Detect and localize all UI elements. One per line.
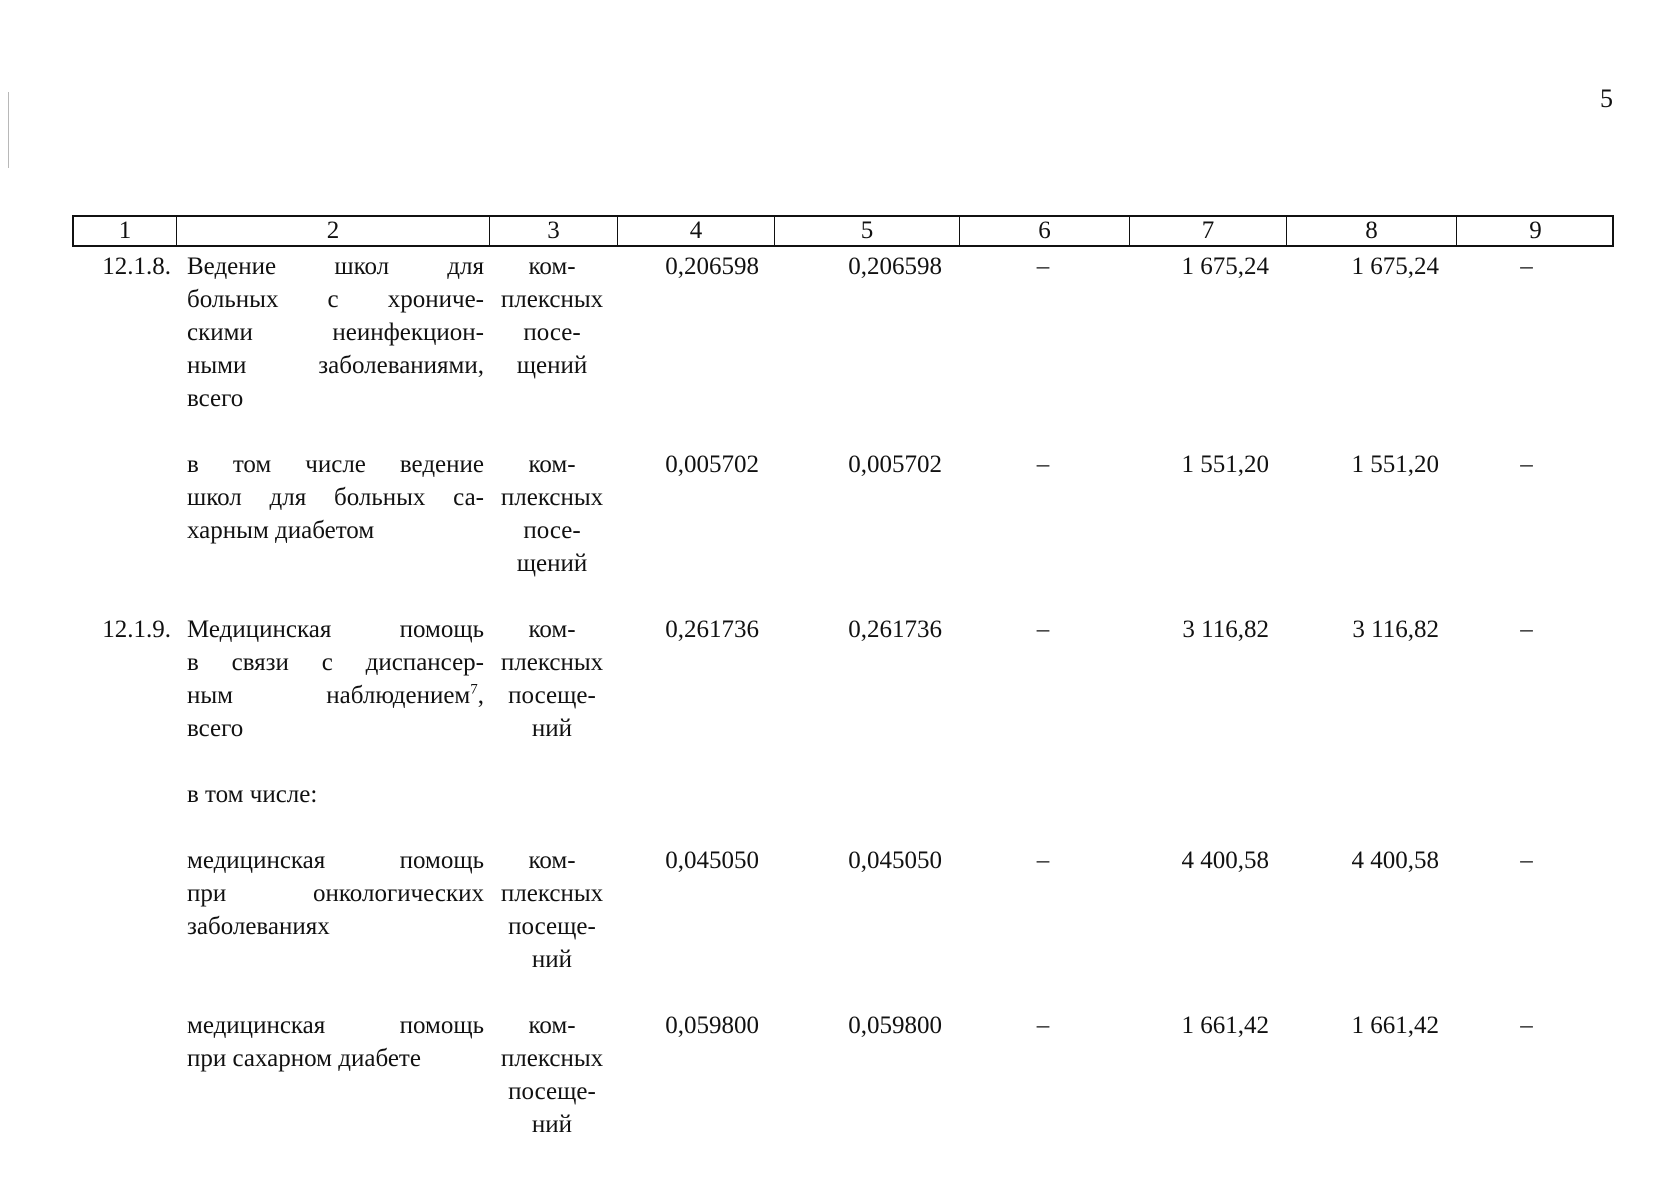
row-name-line: скими неинфекцион- (187, 319, 484, 346)
cell-col5: 0,045050 (848, 847, 942, 874)
row-unit-line: ний (531, 1111, 573, 1138)
cell-col5: 0,059800 (848, 1012, 942, 1039)
row-name-line: всего (187, 385, 244, 412)
table-body (72, 250, 1614, 1174)
row-name-line: заболеваниях (187, 913, 330, 940)
header-cell-3: 3 (490, 217, 618, 245)
row-unit-line: плексных (500, 1045, 604, 1072)
row-unit-line: щений (516, 352, 588, 379)
row-unit-line: плексных (500, 484, 604, 511)
row-number (72, 844, 175, 1009)
cell-col7: 4 400,58 (1181, 847, 1269, 874)
cell-col9: – (1520, 616, 1533, 643)
header-cell-9: 9 (1529, 217, 1542, 244)
cell-col6: – (1036, 847, 1050, 874)
row-name (175, 448, 488, 613)
cell-col9 (1455, 778, 1612, 844)
row-unit-line: плексных (500, 880, 604, 907)
cell-col6: – (1036, 451, 1050, 478)
row-number: 12.1.8. (102, 253, 171, 280)
footnote-suffix: , (477, 682, 484, 709)
page-number: 5 (1600, 84, 1613, 113)
row-unit-line: ком- (528, 451, 576, 478)
margin-mark (8, 92, 9, 168)
cell-col5: 0,206598 (848, 253, 942, 280)
cell-col4 (616, 778, 773, 844)
cell-col7: 3 116,82 (1182, 616, 1269, 643)
cell-col4: 0,005702 (665, 451, 759, 478)
row-name (175, 1009, 488, 1174)
row-number (72, 448, 175, 613)
row-unit-line: щений (516, 550, 588, 577)
row-name-line: Медицинская помощь (187, 616, 484, 643)
cell-col4: 0,045050 (665, 847, 759, 874)
row-unit-line: посеще- (508, 913, 596, 940)
header-cell-6: 6 (960, 217, 1130, 245)
row-number: 12.1.9. (102, 616, 171, 643)
row-name-line (187, 679, 484, 712)
row-name-line: медицинская помощь (187, 1012, 484, 1039)
cell-col7: 1 551,20 (1181, 451, 1269, 478)
header-cell-2: 2 (177, 217, 490, 245)
cell-col9: – (1520, 847, 1533, 874)
row-name-text: ным наблюдением (187, 682, 471, 709)
row-name-line: ными заболеваниями, (187, 352, 484, 379)
cell-col6 (958, 778, 1128, 844)
row-unit-line: посе- (523, 319, 581, 346)
row-unit (488, 250, 616, 448)
row-unit-line: плексных (500, 286, 604, 313)
row-name-line: всего (187, 715, 244, 742)
header-cell-5: 5 (775, 217, 960, 245)
header-cell-8: 8 (1287, 217, 1457, 245)
cell-col6: – (1036, 1012, 1050, 1039)
header-cell-1: 1 (74, 217, 177, 245)
row-unit-line: ний (531, 715, 573, 742)
row-unit-line: ком- (528, 1012, 576, 1039)
cell-col4: 0,059800 (665, 1012, 759, 1039)
cell-col7: 1 675,24 (1181, 253, 1269, 280)
row-unit-line: ком- (528, 253, 576, 280)
row-name-line: Ведение школ для (187, 253, 484, 280)
table-header (72, 215, 1614, 247)
row-name-line: при сахарном диабете (187, 1045, 421, 1072)
row-unit (488, 1009, 616, 1174)
cell-col8 (1285, 778, 1455, 844)
row-name-line: в том числе: (187, 781, 318, 808)
row-number (72, 778, 175, 844)
header-cell-7: 7 (1130, 217, 1287, 245)
cell-col4: 0,206598 (665, 253, 759, 280)
row-name-line: в связи с диспансер- (187, 649, 484, 676)
row-name (175, 844, 488, 1009)
cell-col6: – (1036, 253, 1050, 280)
cell-col9: – (1520, 451, 1533, 478)
cell-col8: 1 661,42 (1351, 1012, 1439, 1039)
cell-col5: 0,261736 (848, 616, 942, 643)
row-unit-line: ком- (528, 616, 576, 643)
row-number (72, 1009, 175, 1174)
cell-col8: 3 116,82 (1352, 616, 1439, 643)
row-unit (488, 613, 616, 778)
cell-col8: 1 551,20 (1351, 451, 1439, 478)
row-name-line: харным диабетом (187, 517, 375, 544)
cell-col8: 4 400,58 (1351, 847, 1439, 874)
row-unit-line: посеще- (508, 1078, 596, 1105)
row-unit-line: плексных (500, 649, 604, 676)
cell-col6: – (1036, 616, 1050, 643)
cell-col5: 0,005702 (848, 451, 942, 478)
row-name (175, 250, 488, 448)
row-unit-line: ком- (528, 847, 576, 874)
cell-col5 (773, 778, 958, 844)
row-name-line: школ для больных са- (187, 484, 484, 511)
footnote-marker: 7 (470, 681, 478, 698)
cell-col8: 1 675,24 (1351, 253, 1439, 280)
row-unit-line: ний (531, 946, 573, 973)
row-name-line: в том числе ведение (187, 451, 484, 478)
header-cell-4: 4 (618, 217, 775, 245)
row-name (175, 613, 488, 778)
row-name-line: медицинская помощь (187, 847, 484, 874)
row-unit (488, 448, 616, 613)
row-unit-line: посе- (523, 517, 581, 544)
row-unit-line: посеще- (508, 682, 596, 709)
cell-col9: – (1520, 253, 1533, 280)
cell-col7 (1128, 778, 1285, 844)
row-name-line: больных с хрониче- (187, 286, 484, 313)
cell-col4: 0,261736 (665, 616, 759, 643)
cell-col7: 1 661,42 (1181, 1012, 1269, 1039)
row-unit (488, 844, 616, 1009)
cell-col9: – (1520, 1012, 1533, 1039)
row-name (175, 778, 488, 844)
row-unit (488, 778, 616, 844)
row-name-line: при онкологических (187, 880, 484, 907)
